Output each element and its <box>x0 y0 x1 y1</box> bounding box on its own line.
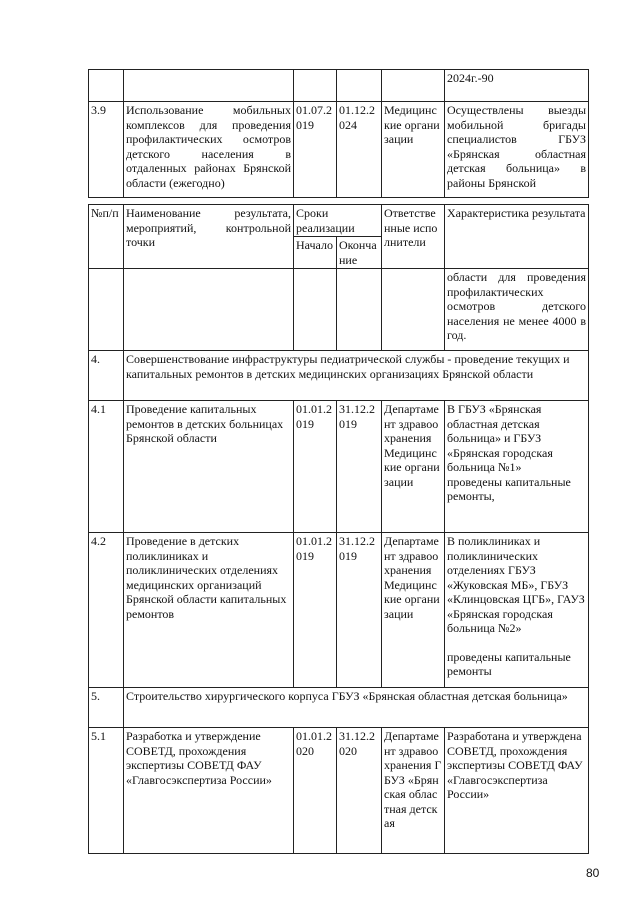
responsible: Департамент здравоохранения Медицинские организации <box>382 533 445 688</box>
responsible: Департамент здравоохранения ГБУЗ «Брянская областная детская <box>382 728 445 854</box>
row-number: 5.1 <box>89 728 124 854</box>
header-end: Окончание <box>337 237 382 269</box>
header-result: Характеристика результата <box>445 205 589 269</box>
table-row <box>89 533 589 688</box>
result-cell: 2024г.-90 <box>445 70 589 102</box>
header-responsible: Ответственные исполнители <box>382 205 445 269</box>
header-start: Начало <box>294 237 337 269</box>
header-row <box>89 205 589 237</box>
end-date: 31.12.2019 <box>337 401 382 533</box>
activity-name: Разработка и утверждение СОВЕТД, прохождения экспертизы СОВЕТД ФАУ «Главгосэкспертиза России» <box>124 728 294 854</box>
section-number: 4. <box>89 351 124 401</box>
result-cell: Разработана и утверждена СОВЕТД, прохождения экспертизы СОВЕТД ФАУ «Главгосэкспертиза России» <box>445 728 589 854</box>
end-date: 01.12.2024 <box>337 102 382 198</box>
table-row <box>89 401 589 533</box>
row-number: 4.1 <box>89 401 124 533</box>
header-terms: Сроки реализации <box>294 205 382 237</box>
result-cell: Осуществлены выезды мобильной бригады специалистов ГБУЗ «Брянская областная детская больница» в районы Брянской <box>445 102 589 198</box>
section-row <box>89 688 589 728</box>
start-date: 01.01.2020 <box>294 728 337 854</box>
end-date: 31.12.2019 <box>337 533 382 688</box>
activity-name: Проведение в детских поликлиниках и поликлинических отделениях медицинских организаций Брянской области капитальных ремонтов <box>124 533 294 688</box>
start-date: 01.01.2019 <box>294 401 337 533</box>
activity-name: Использование мобильных комплексов для проведения профилактических осмотров детского населения в отдаленных районах Брянской области (ежегодно) <box>124 102 294 198</box>
header-num: №п/п <box>89 205 124 269</box>
result-cell: области для проведения профилактических осмотров детского населения не менее 4000 в год. <box>445 269 589 351</box>
result-text: проведены капитальные ремонты <box>447 649 571 678</box>
page-number: 80 <box>586 866 600 880</box>
responsible: Департамент здравоохранения Медицинские организации <box>382 401 445 533</box>
table-row <box>89 269 589 351</box>
table-row <box>89 102 589 198</box>
result-cell <box>445 533 589 688</box>
row-number: 3.9 <box>89 102 124 198</box>
activity-name: Проведение капитальных ремонтов в детских больницах Брянской области <box>124 401 294 533</box>
result-cell <box>445 401 589 533</box>
row-number: 4.2 <box>89 533 124 688</box>
section-number: 5. <box>89 688 124 728</box>
result-text: В ГБУЗ «Брянская областная детская больница» и ГБУЗ «Брянская городская больница №1» <box>447 402 553 474</box>
section-row <box>89 351 589 401</box>
responsible: Медицинские организации <box>382 102 445 198</box>
section-title: Строительство хирургического корпуса ГБУЗ «Брянская областная детская больница» <box>124 688 589 728</box>
section-title: Совершенствование инфраструктуры педиатрической службы - проведение текущих и капитальных ремонтов в детских медицинских организациях Брянской области <box>124 351 589 401</box>
main-table <box>88 204 589 854</box>
result-text: В поликлиниках и поликлинических отделениях ГБУЗ «Жуковская МБ», ГБУЗ «Клинцовская ЦГБ», ГАУЗ «Брянская городская больница №2» <box>447 534 585 635</box>
top-table <box>88 69 589 198</box>
end-date: 31.12.2020 <box>337 728 382 854</box>
header-name: Наименование результата, мероприятий, контрольной точки <box>124 205 294 269</box>
result-text: проведены капитальные ремонты, <box>447 474 571 503</box>
start-date: 01.01.2019 <box>294 533 337 688</box>
table-row <box>89 728 589 854</box>
start-date: 01.07.2019 <box>294 102 337 198</box>
table-row <box>89 70 589 102</box>
